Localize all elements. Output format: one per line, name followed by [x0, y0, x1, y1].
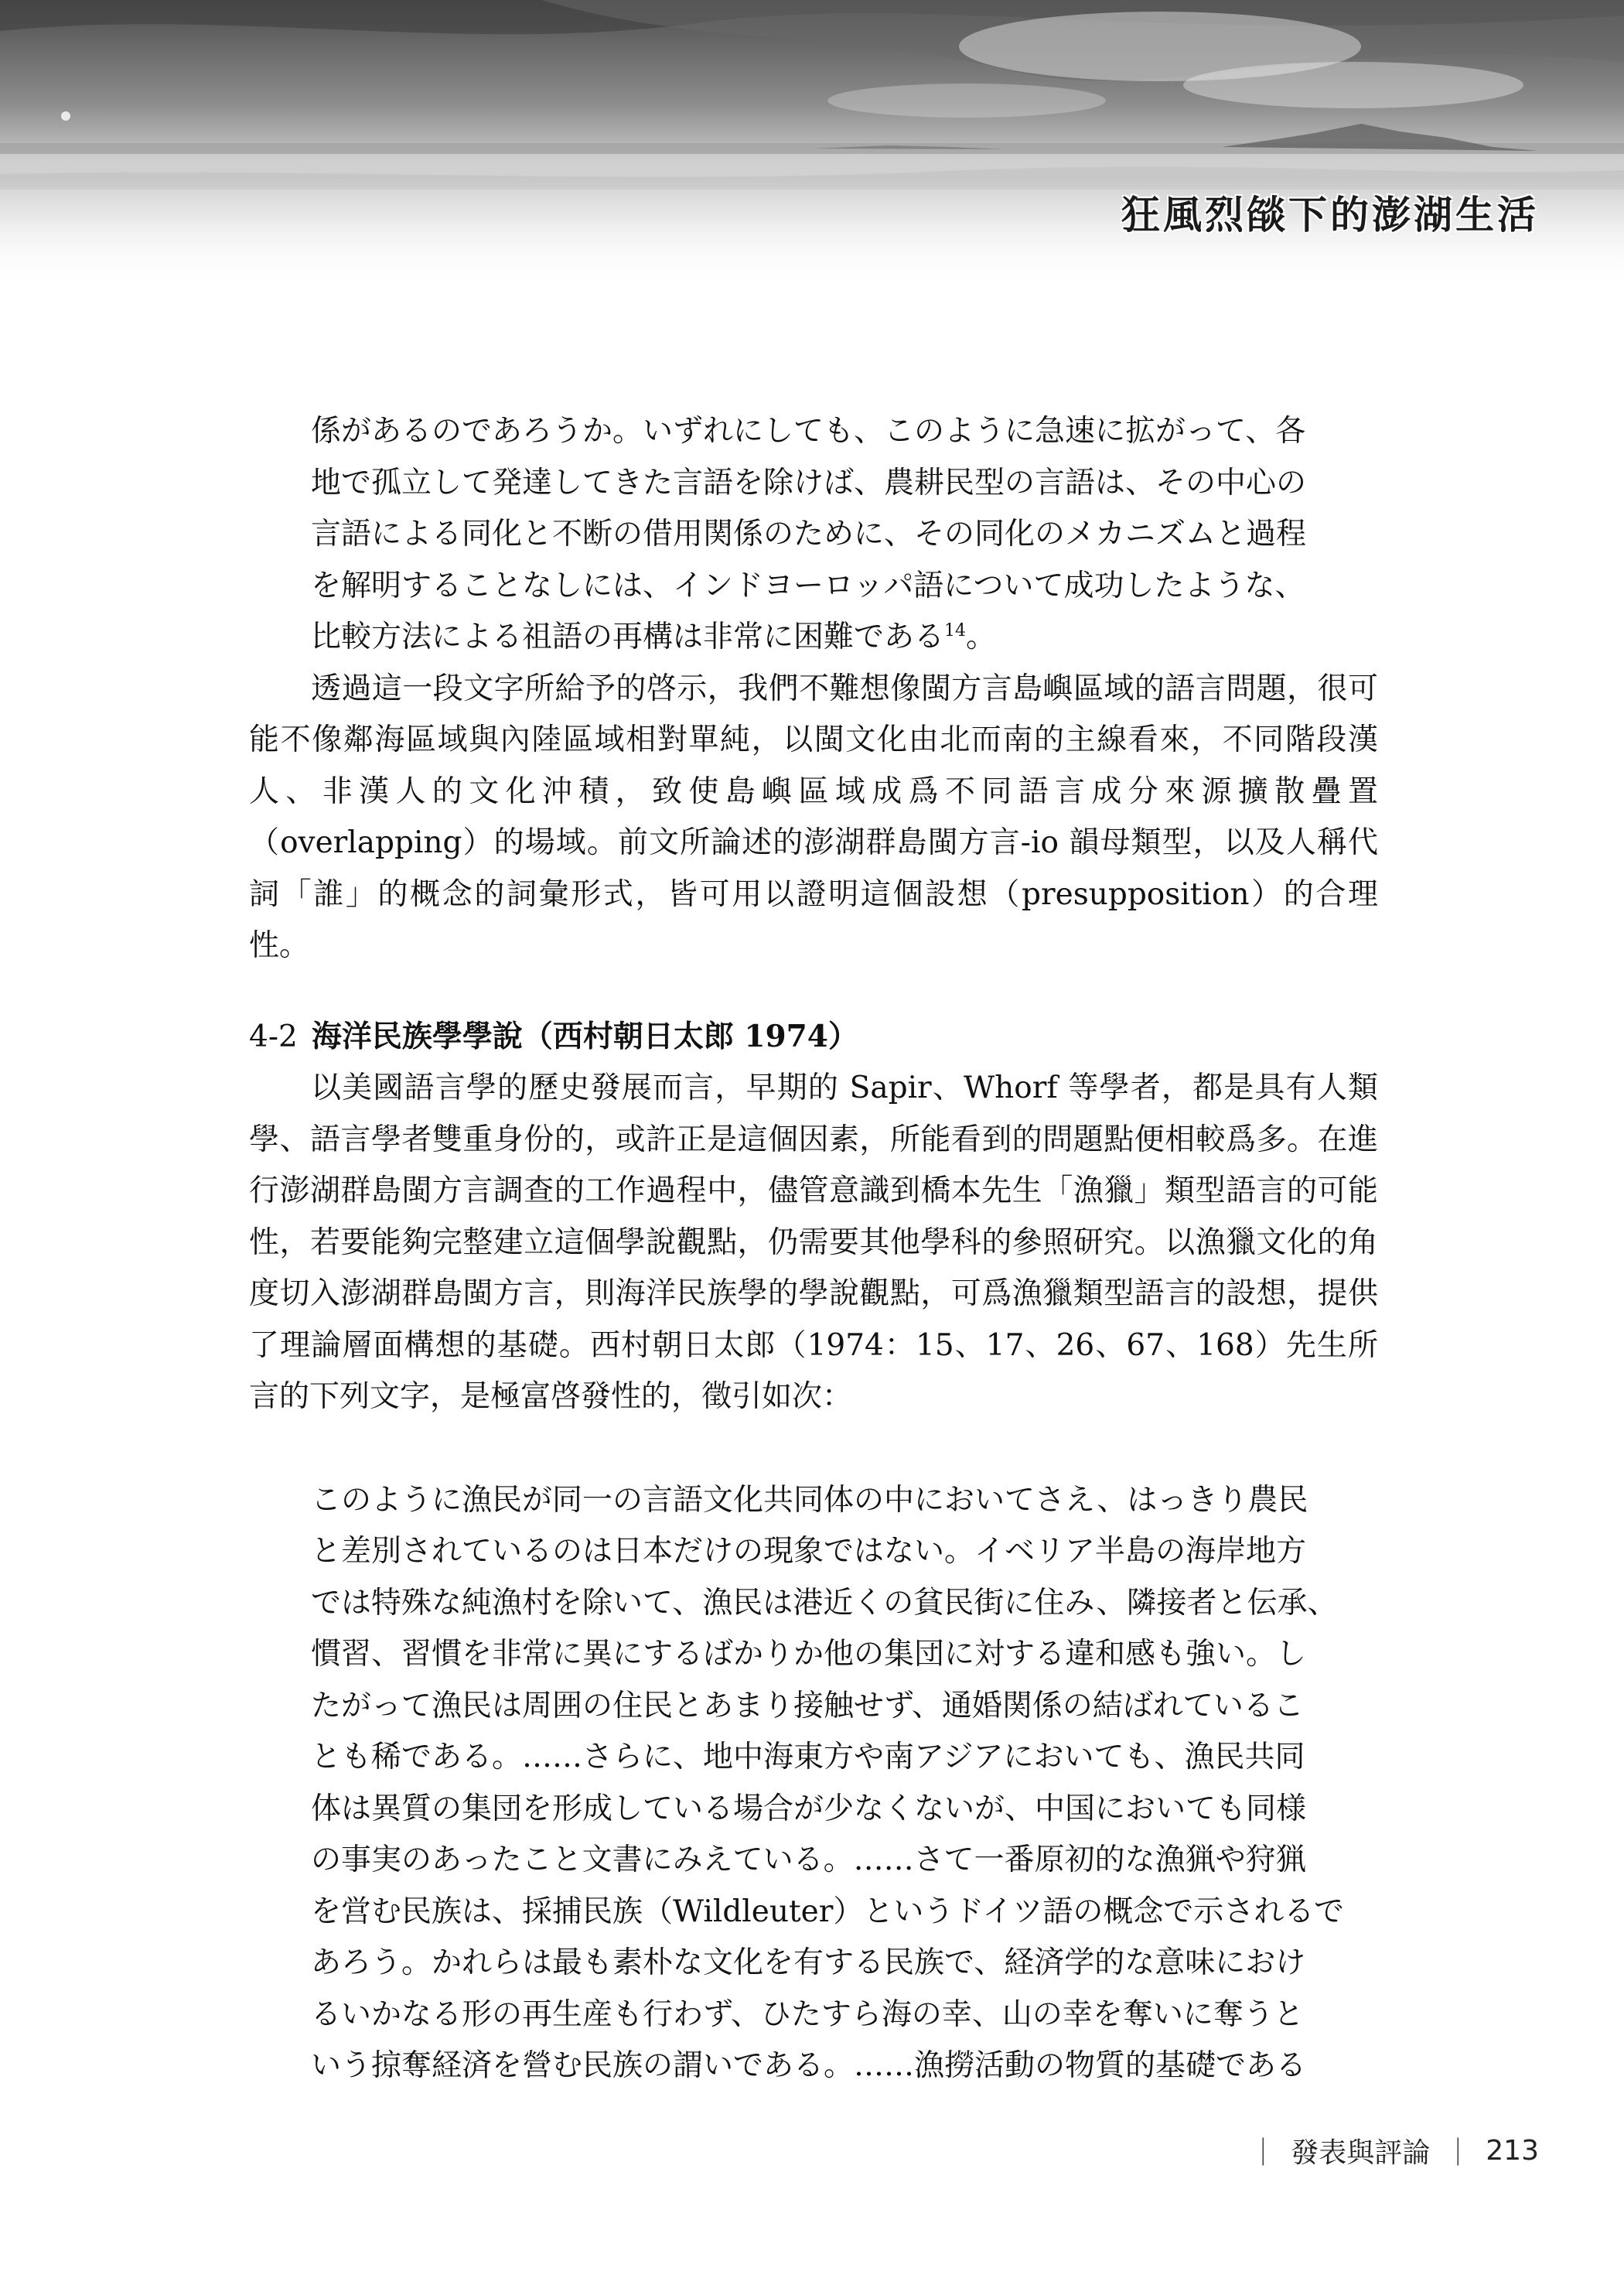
quote-line: 係があるのであろうか。いずれにしても、このように急速に拡がって、各: [311, 414, 1306, 449]
quote-line-text: 比較方法による祖語の再構は非常に困難である: [311, 620, 945, 654]
seascape-photo: [0, 0, 1624, 294]
quote-line-last: [311, 612, 1378, 664]
japanese-quote-1: [311, 406, 1378, 664]
quote-line: とも稀である。……さらに、地中海東方や南アジアにおいても、漁民共同: [311, 1740, 1305, 1774]
japanese-quote-2: [311, 1475, 1378, 2092]
quote-line-end: 。: [966, 620, 997, 654]
page-body: [249, 406, 1378, 2092]
section-title: 海洋民族學學說（西村朝日太郎 1974）: [311, 1018, 858, 1054]
section-heading: [249, 1011, 1378, 1064]
quote-line: を営む民族は、採捕民族（Wildleuter）というドイツ語の概念で示されるで: [311, 1894, 1345, 1929]
quote-line: あろう。かれらは最も素朴な文化を有する民族で、経済学的な意味におけ: [311, 1945, 1306, 1980]
footer-separator: ｜: [1444, 2137, 1472, 2169]
quote-line: 慣習、習慣を非常に異にするばかりか他の集団に対する違和感も強い。し: [311, 1637, 1307, 1672]
quote-line: たがって漁民は周囲の住民とあまり接触せず、通婚関係の結ばれているこ: [311, 1688, 1304, 1723]
page-footer: [1249, 2131, 1539, 2170]
page-number: 213: [1486, 2135, 1539, 2167]
header-banner: [0, 0, 1624, 294]
quote-line: るいかなる形の再生産も行わず、ひたすら海の幸、山の幸を奪いに奪うと: [311, 1996, 1304, 2032]
quote-line: 地で孤立して発達してきた言語を除けば、農耕民型の言語は、その中心の: [311, 465, 1307, 500]
quote-line: いう掠奪経済を營む民族の謂いである。……漁撈活動の物質的基礎である: [311, 2048, 1307, 2083]
section-number: 4-2: [249, 1019, 298, 1054]
quote-line: と差別されているのは日本だけの現象ではない。イベリア半島の海岸地方: [311, 1534, 1307, 1569]
quote-line: の事実のあったこと文書にみえている。……さて一番原初的な漁猟や狩猟: [311, 1843, 1306, 1877]
quote-line: では特殊な純漁村を除いて、漁民は港近くの貧民街に住み、隣接者と伝承、: [311, 1585, 1338, 1621]
footer-section-label: 發表與評論: [1291, 2137, 1431, 2169]
quote-line: このように漁民が同一の言語文化共同体の中においてさえ、はっきり農民: [311, 1482, 1308, 1518]
quote-line: 体は異質の集団を形成している場合が少なくないが、中国においても同様: [311, 1791, 1307, 1826]
quote-line: を解明することなしには、インドヨーロッパ語について成功したような、: [311, 568, 1305, 603]
paragraph-2: 以美國語言學的歷史發展而言，早期的 Sapir、Whorf 等學者，都是具有人類學、語言學者雙重身份的，或許正是這個因素，所能看到的問題點便相較爲多。在進行澎湖群島閩方言調查的工作過程中，儘管意識到橋本先生「漁獵」類型語言的可能性，若要能夠完整建立這個學說觀點，仍需要其他學科的參照研究。以漁獵文化的角度切入澎湖群島閩方言，則海洋民族學的學說觀點，可爲漁獵類型語言的設想，提供了理論層面構想的基礎。西村朝日太郎（1974：15、17、26、67、168）先生所言的下列文字，是極富啓發性的，徵引如次：: [249, 1071, 1378, 1414]
quote-line: 言語による同化と不断の借用関係のために、その同化のメカニズムと過程: [311, 517, 1307, 552]
footer-separator: ｜: [1249, 2137, 1278, 2169]
footnote-marker: 14: [944, 621, 967, 640]
running-header-title: 狂風烈燄下的澎湖生活: [1121, 192, 1539, 237]
paragraph-1: 透過這一段文字所給予的啓示，我們不難想像閩方言島嶼區域的語言問題，很可能不像鄰海區域與內陸區域相對單純，以閩文化由北而南的主線看來，不同階段漢人、非漢人的文化沖積，致使島嶼區域成爲不同語言成分來源擴散疊置（overlapping）的場域。前文所論述的澎湖群島閩方言-io 韻母類型，以及人稱代詞「誰」的概念的詞彙形式，皆可用以證明這個設想（presupposition）的合理性。: [249, 671, 1378, 963]
